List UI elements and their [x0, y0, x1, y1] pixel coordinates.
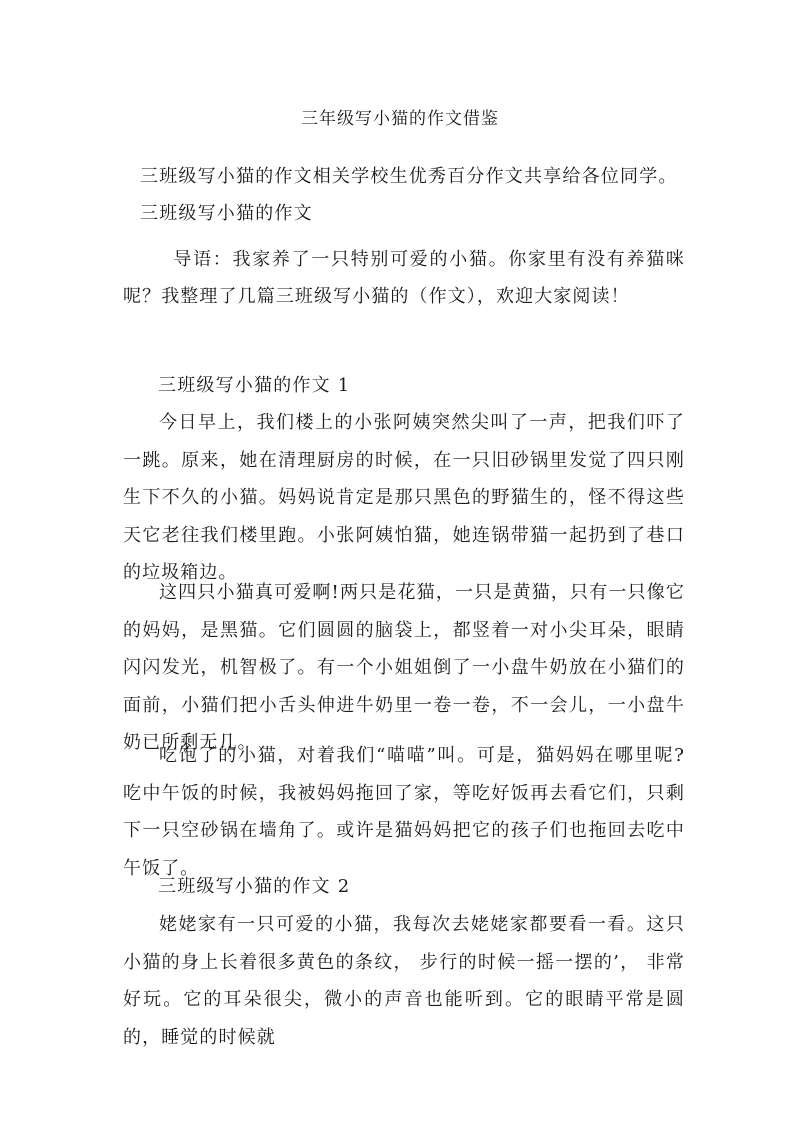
subheading: 三班级写小猫的作文	[140, 203, 313, 224]
section-heading-1: 三班级写小猫的作文 1	[158, 375, 351, 396]
document-title: 三年级写小猫的作文借鉴	[301, 109, 499, 129]
paragraph: 吃饱了的小猫，对着我们“喵喵”叫。可是，猫妈妈在哪里呢?吃中午饭的时候，我被妈妈拖回了家，等吃好饭再去看它们，只剩下一只空砂锅在墙角了。或许是猫妈妈把它的孩子们也拖回去吃中午饭了。	[123, 745, 685, 879]
guide-paragraph: 导语：我家养了一只特别可爱的小猫。你家里有没有养猫咪呢？我整理了几篇三班级写小猫的（作文），欢迎大家阅读！	[123, 249, 685, 307]
paragraph: 这四只小猫真可爱啊!两只是花猫，一只是黄猫，只有一只像它的妈妈，是黑猫。它们圆圆的脑袋上，都竖着一对小尖耳朵，眼睛闪闪发光，机智极了。有一个小姐姐倒了一小盘牛奶放在小猫们的面前，小猫们把小舌头伸进牛奶里一卷一卷，不一会儿，一小盘牛奶已所剩无几。	[123, 582, 685, 753]
paragraph: 今日早上，我们楼上的小张阿姨突然尖叫了一声，把我们吓了一跳。原来，她在清理厨房的时候，在一只旧砂锅里发觉了四只刚生下不久的小猫。妈妈说肯定是那只黑色的野猫生的，怪不得这些天它老往我们楼里跑。小张阿姨怕猫，她连锅带猫一起扔到了巷口的垃圾箱边。	[123, 412, 685, 583]
intro-line: 三班级写小猫的作文相关学校生优秀百分作文共享给各位同学。	[140, 166, 678, 187]
section-heading-2: 三班级写小猫的作文 2	[158, 876, 351, 897]
paragraph: 姥姥家有一只可爱的小猫，我每次去姥姥家都要看一看。这只小猫的身上长着很多黄色的条纹， 步行的时候一摇一摆的’， 非常好玩。它的耳朵很尖，微小的声音也能听到。它的眼睛平常是圆的，睡觉的时候就	[123, 914, 685, 1048]
